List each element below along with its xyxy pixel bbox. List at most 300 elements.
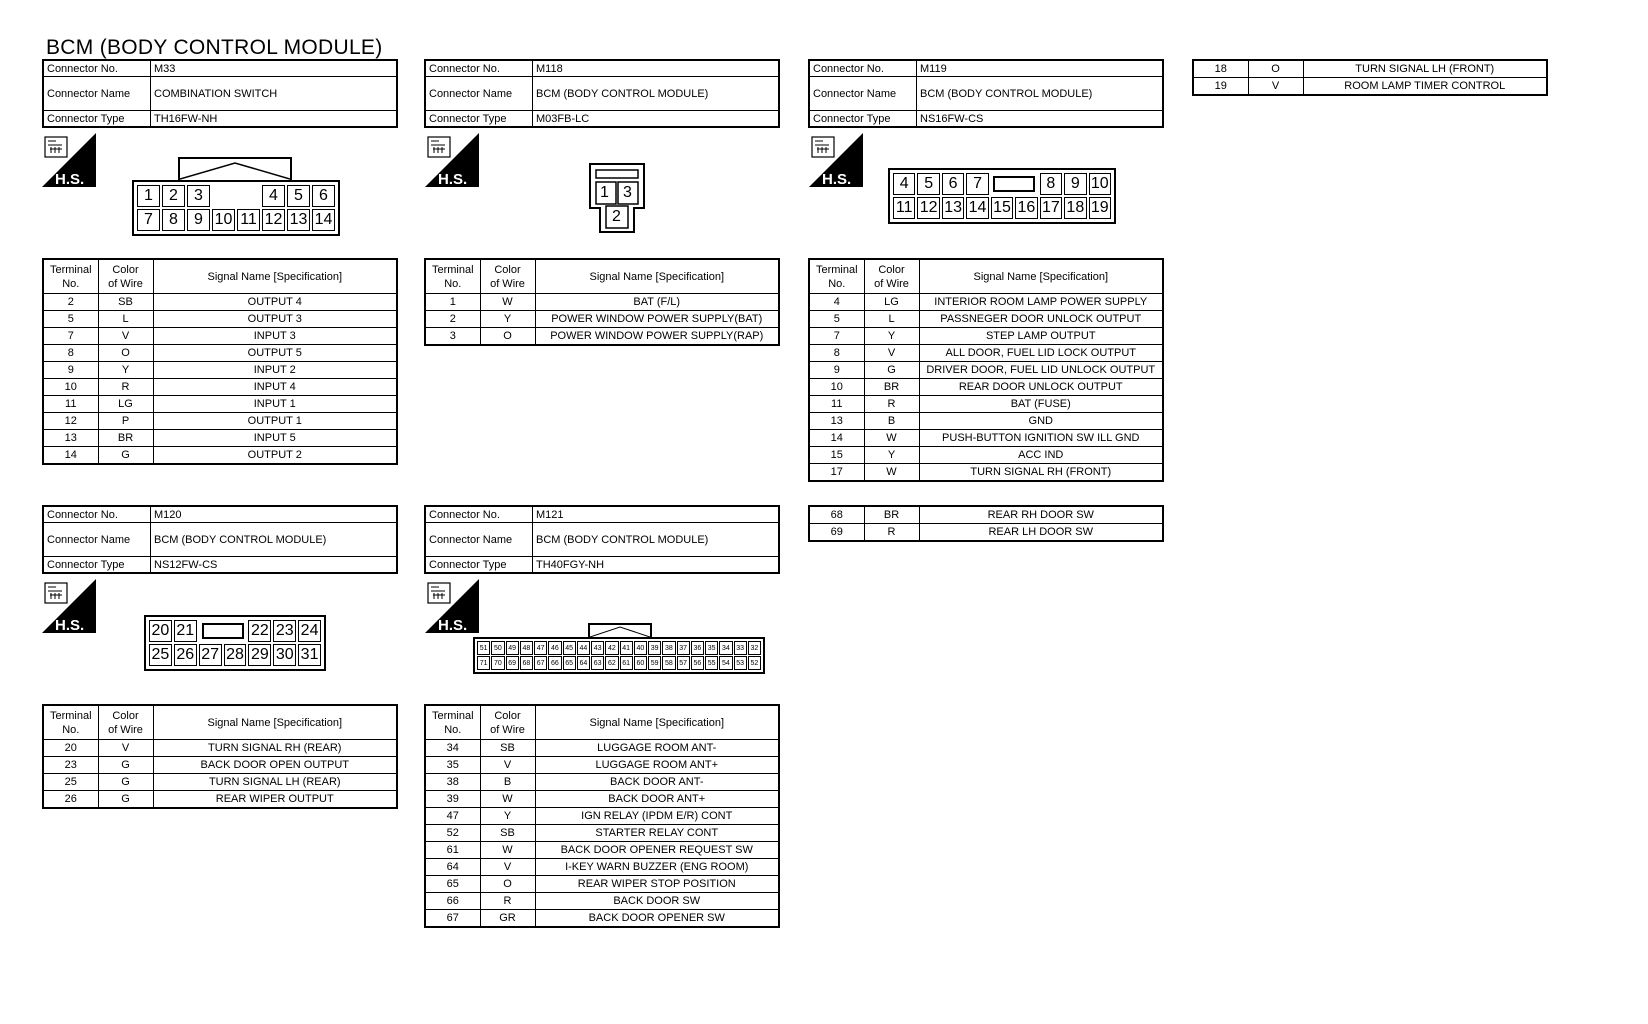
pin: 52 — [748, 656, 761, 670]
color-of-wire-header: Color of Wire — [864, 259, 919, 294]
signal-name-cell: BACK DOOR OPENER REQUEST SW — [535, 842, 779, 859]
terminal-no-cell: 65 — [425, 876, 480, 893]
table-row — [425, 825, 779, 842]
table-row — [43, 757, 397, 774]
signal-name-cell: TURN SIGNAL RH (REAR) — [153, 740, 397, 757]
pin: 48 — [520, 641, 533, 655]
table-row — [43, 345, 397, 362]
terminal-no-cell: 5 — [809, 311, 864, 328]
signal-name-cell: DRIVER DOOR, FUEL LID UNLOCK OUTPUT — [919, 362, 1163, 379]
pin: 7 — [137, 209, 160, 231]
hs-label: H.S. — [438, 617, 468, 633]
terminal-no-cell: 9 — [809, 362, 864, 379]
pin: 27 — [199, 644, 222, 666]
wire-color-cell: GR — [480, 910, 535, 928]
terminal-table-m118 — [424, 258, 780, 346]
wire-color-cell: W — [480, 842, 535, 859]
pin: 62 — [605, 656, 618, 670]
signal-name-header: Signal Name [Specification] — [535, 259, 779, 294]
pin: 19 — [1089, 197, 1111, 219]
terminal-no-cell: 15 — [809, 447, 864, 464]
table-row — [809, 396, 1163, 413]
signal-name-cell: REAR LH DOOR SW — [919, 524, 1163, 542]
connector-type-value: M03FB-LC — [533, 111, 780, 128]
terminal-no-cell: 9 — [43, 362, 98, 379]
signal-name-cell: I-KEY WARN BUZZER (ENG ROOM) — [535, 859, 779, 876]
wire-color-cell: Y — [864, 447, 919, 464]
pin: 41 — [620, 641, 633, 655]
wire-color-cell: BR — [864, 379, 919, 396]
connector-type-label: Connector Type — [809, 111, 917, 128]
connector-type-value: TH40FGY-NH — [533, 557, 780, 574]
pin: 3 — [187, 185, 210, 207]
signal-name-cell: ROOM LAMP TIMER CONTROL — [1303, 78, 1547, 96]
pin: 36 — [691, 641, 704, 655]
pin: 31 — [298, 644, 321, 666]
pin: 56 — [691, 656, 704, 670]
signal-name-header: Signal Name [Specification] — [153, 705, 397, 740]
table-row — [43, 774, 397, 791]
pin: 67 — [534, 656, 547, 670]
harness-side-icon — [42, 133, 96, 187]
connector-face-m33 — [132, 180, 340, 236]
terminal-no-cell: 17 — [809, 464, 864, 482]
hs-label: H.S. — [438, 171, 468, 187]
pin: 35 — [705, 641, 718, 655]
pin: 4 — [893, 173, 915, 195]
connector-face-m120 — [144, 615, 326, 671]
terminal-no-cell: 8 — [43, 345, 98, 362]
signal-name-cell: INPUT 2 — [153, 362, 397, 379]
wire-color-cell: G — [98, 791, 153, 809]
table-row — [425, 774, 779, 791]
pin: 50 — [491, 641, 504, 655]
terminal-no-cell: 38 — [425, 774, 480, 791]
connector-no-label: Connector No. — [43, 506, 151, 523]
wire-color-cell: R — [864, 524, 919, 542]
signal-name-cell: ACC IND — [919, 447, 1163, 464]
pin: 69 — [506, 656, 519, 670]
pin: 2 — [612, 208, 621, 225]
table-row — [43, 379, 397, 396]
connector-name-label: Connector Name — [809, 77, 917, 111]
signal-name-cell: OUTPUT 1 — [153, 413, 397, 430]
signal-name-header: Signal Name [Specification] — [535, 705, 779, 740]
signal-name-cell: TURN SIGNAL RH (FRONT) — [919, 464, 1163, 482]
table-row — [1193, 78, 1547, 96]
terminal-no-cell: 68 — [809, 506, 864, 524]
color-of-wire-header: Color of Wire — [98, 705, 153, 740]
pin: 12 — [917, 197, 939, 219]
connector-info-m118 — [424, 59, 780, 128]
signal-name-cell: BACK DOOR OPENER SW — [535, 910, 779, 928]
hs-label: H.S. — [55, 171, 85, 187]
table-row — [43, 791, 397, 809]
signal-name-cell: OUTPUT 4 — [153, 294, 397, 311]
pin: 38 — [662, 641, 675, 655]
pin: 2 — [162, 185, 185, 207]
wire-color-cell: B — [480, 774, 535, 791]
table-row — [809, 311, 1163, 328]
pin: 8 — [162, 209, 185, 231]
pin: 29 — [248, 644, 271, 666]
pin: 6 — [312, 185, 335, 207]
connector-name-value: COMBINATION SWITCH — [151, 77, 398, 111]
wire-color-cell: O — [480, 876, 535, 893]
table-row — [425, 740, 779, 757]
wire-color-cell: SB — [98, 294, 153, 311]
signal-name-cell: BAT (FUSE) — [919, 396, 1163, 413]
terminal-no-cell: 10 — [809, 379, 864, 396]
table-row — [809, 345, 1163, 362]
terminal-no-cell: 67 — [425, 910, 480, 928]
table-row — [809, 379, 1163, 396]
connector-name-value: BCM (BODY CONTROL MODULE) — [151, 523, 398, 557]
terminal-no-header: Terminal No. — [43, 259, 98, 294]
color-of-wire-header: Color of Wire — [480, 259, 535, 294]
table-row — [809, 524, 1163, 542]
harness-side-icon — [425, 133, 479, 187]
pin: 14 — [966, 197, 988, 219]
pin: 20 — [149, 620, 172, 642]
pin: 34 — [719, 641, 732, 655]
wire-color-cell: LG — [98, 396, 153, 413]
connector-name-label: Connector Name — [43, 523, 151, 557]
table-row — [425, 328, 779, 346]
terminal-no-cell: 7 — [809, 328, 864, 345]
pin: 45 — [563, 641, 576, 655]
connector-key-slot — [991, 173, 1038, 195]
pin: 61 — [620, 656, 633, 670]
connector-type-value: NS16FW-CS — [917, 111, 1164, 128]
pin: 65 — [563, 656, 576, 670]
terminal-no-cell: 11 — [43, 396, 98, 413]
table-row — [425, 859, 779, 876]
terminal-table-m121 — [424, 704, 780, 928]
pin: 15 — [991, 197, 1013, 219]
signal-name-cell: BACK DOOR ANT+ — [535, 791, 779, 808]
signal-name-header: Signal Name [Specification] — [919, 259, 1163, 294]
pin: 17 — [1040, 197, 1062, 219]
signal-name-cell: STEP LAMP OUTPUT — [919, 328, 1163, 345]
signal-name-cell: ALL DOOR, FUEL LID LOCK OUTPUT — [919, 345, 1163, 362]
pin: 42 — [605, 641, 618, 655]
terminal-no-cell: 2 — [425, 311, 480, 328]
connector-type-label: Connector Type — [43, 557, 151, 574]
wire-color-cell: SB — [480, 825, 535, 842]
terminal-no-cell: 61 — [425, 842, 480, 859]
pin: 9 — [187, 209, 210, 231]
wire-color-cell: Y — [98, 362, 153, 379]
table-row — [809, 430, 1163, 447]
connector-info-m120 — [42, 505, 398, 574]
terminal-table-m119 — [808, 258, 1164, 482]
pin: 54 — [719, 656, 732, 670]
pin: 66 — [548, 656, 561, 670]
pin: 16 — [1015, 197, 1037, 219]
signal-name-cell: INTERIOR ROOM LAMP POWER SUPPLY — [919, 294, 1163, 311]
pin: 21 — [174, 620, 197, 642]
pin: 53 — [734, 656, 747, 670]
wire-color-cell: Y — [480, 808, 535, 825]
pin: 43 — [591, 641, 604, 655]
table-row — [1193, 60, 1547, 78]
pin: 22 — [248, 620, 271, 642]
pin: 46 — [548, 641, 561, 655]
hs-label: H.S. — [55, 617, 85, 633]
terminal-no-cell: 18 — [1193, 60, 1248, 78]
wire-color-cell: V — [480, 757, 535, 774]
harness-side-icon — [42, 579, 96, 633]
wire-color-cell: W — [480, 791, 535, 808]
connector-type-label: Connector Type — [425, 111, 533, 128]
pin: 5 — [917, 173, 939, 195]
terminal-no-cell: 2 — [43, 294, 98, 311]
terminal-no-header: Terminal No. — [43, 705, 98, 740]
connector-name-label: Connector Name — [425, 523, 533, 557]
pin-blank — [212, 185, 235, 207]
signal-name-cell: OUTPUT 3 — [153, 311, 397, 328]
pin: 8 — [1040, 173, 1062, 195]
wire-color-cell: O — [1248, 60, 1303, 78]
wire-color-cell: P — [98, 413, 153, 430]
pin: 44 — [577, 641, 590, 655]
pin: 39 — [648, 641, 661, 655]
terminal-no-cell: 26 — [43, 791, 98, 809]
pin: 1 — [137, 185, 160, 207]
terminal-no-cell: 19 — [1193, 78, 1248, 96]
signal-name-cell: REAR WIPER OUTPUT — [153, 791, 397, 809]
wire-color-cell: V — [864, 345, 919, 362]
table-row — [425, 311, 779, 328]
signal-name-cell: INPUT 1 — [153, 396, 397, 413]
pin: 51 — [477, 641, 490, 655]
signal-name-cell: PUSH-BUTTON IGNITION SW ILL GND — [919, 430, 1163, 447]
terminal-no-cell: 13 — [43, 430, 98, 447]
table-row — [43, 447, 397, 465]
connector-name-value: BCM (BODY CONTROL MODULE) — [917, 77, 1164, 111]
wire-color-cell: LG — [864, 294, 919, 311]
wire-color-cell: V — [98, 328, 153, 345]
connector-latch — [178, 157, 292, 181]
terminal-no-cell: 7 — [43, 328, 98, 345]
terminal-no-cell: 4 — [809, 294, 864, 311]
pin: 11 — [237, 209, 260, 231]
pin: 9 — [1064, 173, 1086, 195]
pin: 49 — [506, 641, 519, 655]
signal-name-cell: OUTPUT 5 — [153, 345, 397, 362]
terminal-no-cell: 35 — [425, 757, 480, 774]
connector-no-label: Connector No. — [425, 60, 533, 77]
terminal-table-m119-continued — [1192, 59, 1548, 96]
wire-color-cell: Y — [480, 311, 535, 328]
connector-name-value: BCM (BODY CONTROL MODULE) — [533, 523, 780, 557]
pin: 10 — [212, 209, 235, 231]
signal-name-cell: LUGGAGE ROOM ANT+ — [535, 757, 779, 774]
pin: 13 — [287, 209, 310, 231]
wire-color-cell: R — [864, 396, 919, 413]
terminal-no-header: Terminal No. — [425, 705, 480, 740]
table-row — [425, 910, 779, 928]
wire-color-cell: G — [98, 774, 153, 791]
wire-color-cell: R — [98, 379, 153, 396]
pin: 7 — [966, 173, 988, 195]
pin: 55 — [705, 656, 718, 670]
terminal-no-cell: 39 — [425, 791, 480, 808]
connector-face-m118 — [588, 162, 646, 232]
pin: 14 — [312, 209, 335, 231]
terminal-table-m33 — [42, 258, 398, 465]
pin: 58 — [662, 656, 675, 670]
connector-face-m119 — [888, 168, 1116, 224]
connector-no-label: Connector No. — [809, 60, 917, 77]
table-row — [425, 757, 779, 774]
pin: 60 — [634, 656, 647, 670]
signal-name-cell: BAT (F/L) — [535, 294, 779, 311]
terminal-no-cell: 10 — [43, 379, 98, 396]
pin: 23 — [273, 620, 296, 642]
pin: 18 — [1064, 197, 1086, 219]
pin: 63 — [591, 656, 604, 670]
terminal-no-cell: 5 — [43, 311, 98, 328]
terminal-no-cell: 52 — [425, 825, 480, 842]
wire-color-cell: BR — [98, 430, 153, 447]
connector-key-slot — [199, 620, 247, 642]
signal-name-cell: POWER WINDOW POWER SUPPLY(BAT) — [535, 311, 779, 328]
connector-info-m121 — [424, 505, 780, 574]
connector-no-value: M118 — [533, 60, 780, 77]
wire-color-cell: W — [864, 464, 919, 482]
terminal-no-cell: 12 — [43, 413, 98, 430]
pin-blank — [237, 185, 260, 207]
wire-color-cell: W — [480, 294, 535, 311]
terminal-table-m120 — [42, 704, 398, 809]
connector-type-value: TH16FW-NH — [151, 111, 398, 128]
pin: 40 — [634, 641, 647, 655]
pin: 5 — [287, 185, 310, 207]
connector-no-value: M119 — [917, 60, 1164, 77]
terminal-no-cell: 47 — [425, 808, 480, 825]
pin: 24 — [298, 620, 321, 642]
pin: 12 — [262, 209, 285, 231]
wire-color-cell: G — [864, 362, 919, 379]
signal-name-cell: OUTPUT 2 — [153, 447, 397, 465]
pin: 33 — [734, 641, 747, 655]
table-row — [425, 893, 779, 910]
table-row — [425, 876, 779, 893]
table-row — [809, 294, 1163, 311]
connector-name-label: Connector Name — [425, 77, 533, 111]
signal-name-cell: IGN RELAY (IPDM E/R) CONT — [535, 808, 779, 825]
pin: 37 — [677, 641, 690, 655]
pin: 1 — [600, 184, 609, 201]
table-row — [809, 413, 1163, 430]
signal-name-header: Signal Name [Specification] — [153, 259, 397, 294]
terminal-no-cell: 64 — [425, 859, 480, 876]
connector-no-label: Connector No. — [425, 506, 533, 523]
signal-name-cell: REAR DOOR UNLOCK OUTPUT — [919, 379, 1163, 396]
connector-type-label: Connector Type — [425, 557, 533, 574]
wire-color-cell: V — [98, 740, 153, 757]
table-row — [43, 396, 397, 413]
table-row — [43, 430, 397, 447]
signal-name-cell: BACK DOOR OPEN OUTPUT — [153, 757, 397, 774]
connector-info-m33 — [42, 59, 398, 128]
wire-color-cell: L — [864, 311, 919, 328]
pin: 13 — [942, 197, 964, 219]
connector-no-value: M121 — [533, 506, 780, 523]
wire-color-cell: G — [98, 757, 153, 774]
wire-color-cell: SB — [480, 740, 535, 757]
page-title: BCM (BODY CONTROL MODULE) — [46, 36, 383, 59]
signal-name-cell: POWER WINDOW POWER SUPPLY(RAP) — [535, 328, 779, 346]
table-row — [425, 808, 779, 825]
wire-color-cell: B — [864, 413, 919, 430]
wire-color-cell: V — [480, 859, 535, 876]
table-row — [809, 328, 1163, 345]
pin: 26 — [174, 644, 197, 666]
color-of-wire-header: Color of Wire — [480, 705, 535, 740]
pin: 25 — [149, 644, 172, 666]
signal-name-cell: INPUT 4 — [153, 379, 397, 396]
table-row — [425, 294, 779, 311]
harness-side-icon — [425, 579, 479, 633]
wire-color-cell: L — [98, 311, 153, 328]
terminal-table-m121-continued — [808, 505, 1164, 542]
pin: 68 — [520, 656, 533, 670]
pin: 4 — [262, 185, 285, 207]
signal-name-cell: TURN SIGNAL LH (FRONT) — [1303, 60, 1547, 78]
terminal-no-cell: 69 — [809, 524, 864, 542]
table-row — [43, 362, 397, 379]
pin: 3 — [623, 184, 632, 201]
wire-color-cell: G — [98, 447, 153, 465]
table-row — [809, 464, 1163, 482]
color-of-wire-header: Color of Wire — [98, 259, 153, 294]
signal-name-cell: GND — [919, 413, 1163, 430]
wire-color-cell: O — [480, 328, 535, 346]
connector-name-label: Connector Name — [43, 77, 151, 111]
terminal-no-cell: 1 — [425, 294, 480, 311]
pin: 32 — [748, 641, 761, 655]
pin: 11 — [893, 197, 915, 219]
terminal-no-cell: 23 — [43, 757, 98, 774]
pin: 70 — [491, 656, 504, 670]
connector-type-label: Connector Type — [43, 111, 151, 128]
terminal-no-header: Terminal No. — [425, 259, 480, 294]
table-row — [809, 506, 1163, 524]
pin: 10 — [1089, 173, 1111, 195]
terminal-no-header: Terminal No. — [809, 259, 864, 294]
table-row — [43, 328, 397, 345]
terminal-no-cell: 3 — [425, 328, 480, 346]
connector-info-m119 — [808, 59, 1164, 128]
terminal-no-cell: 25 — [43, 774, 98, 791]
table-row — [43, 311, 397, 328]
terminal-no-cell: 20 — [43, 740, 98, 757]
wire-color-cell: BR — [864, 506, 919, 524]
table-row — [43, 413, 397, 430]
pin: 28 — [224, 644, 247, 666]
signal-name-cell: BACK DOOR ANT- — [535, 774, 779, 791]
pin: 30 — [273, 644, 296, 666]
pin: 47 — [534, 641, 547, 655]
table-row — [43, 740, 397, 757]
wire-color-cell: O — [98, 345, 153, 362]
table-row — [425, 791, 779, 808]
signal-name-cell: LUGGAGE ROOM ANT- — [535, 740, 779, 757]
wire-color-cell: R — [480, 893, 535, 910]
